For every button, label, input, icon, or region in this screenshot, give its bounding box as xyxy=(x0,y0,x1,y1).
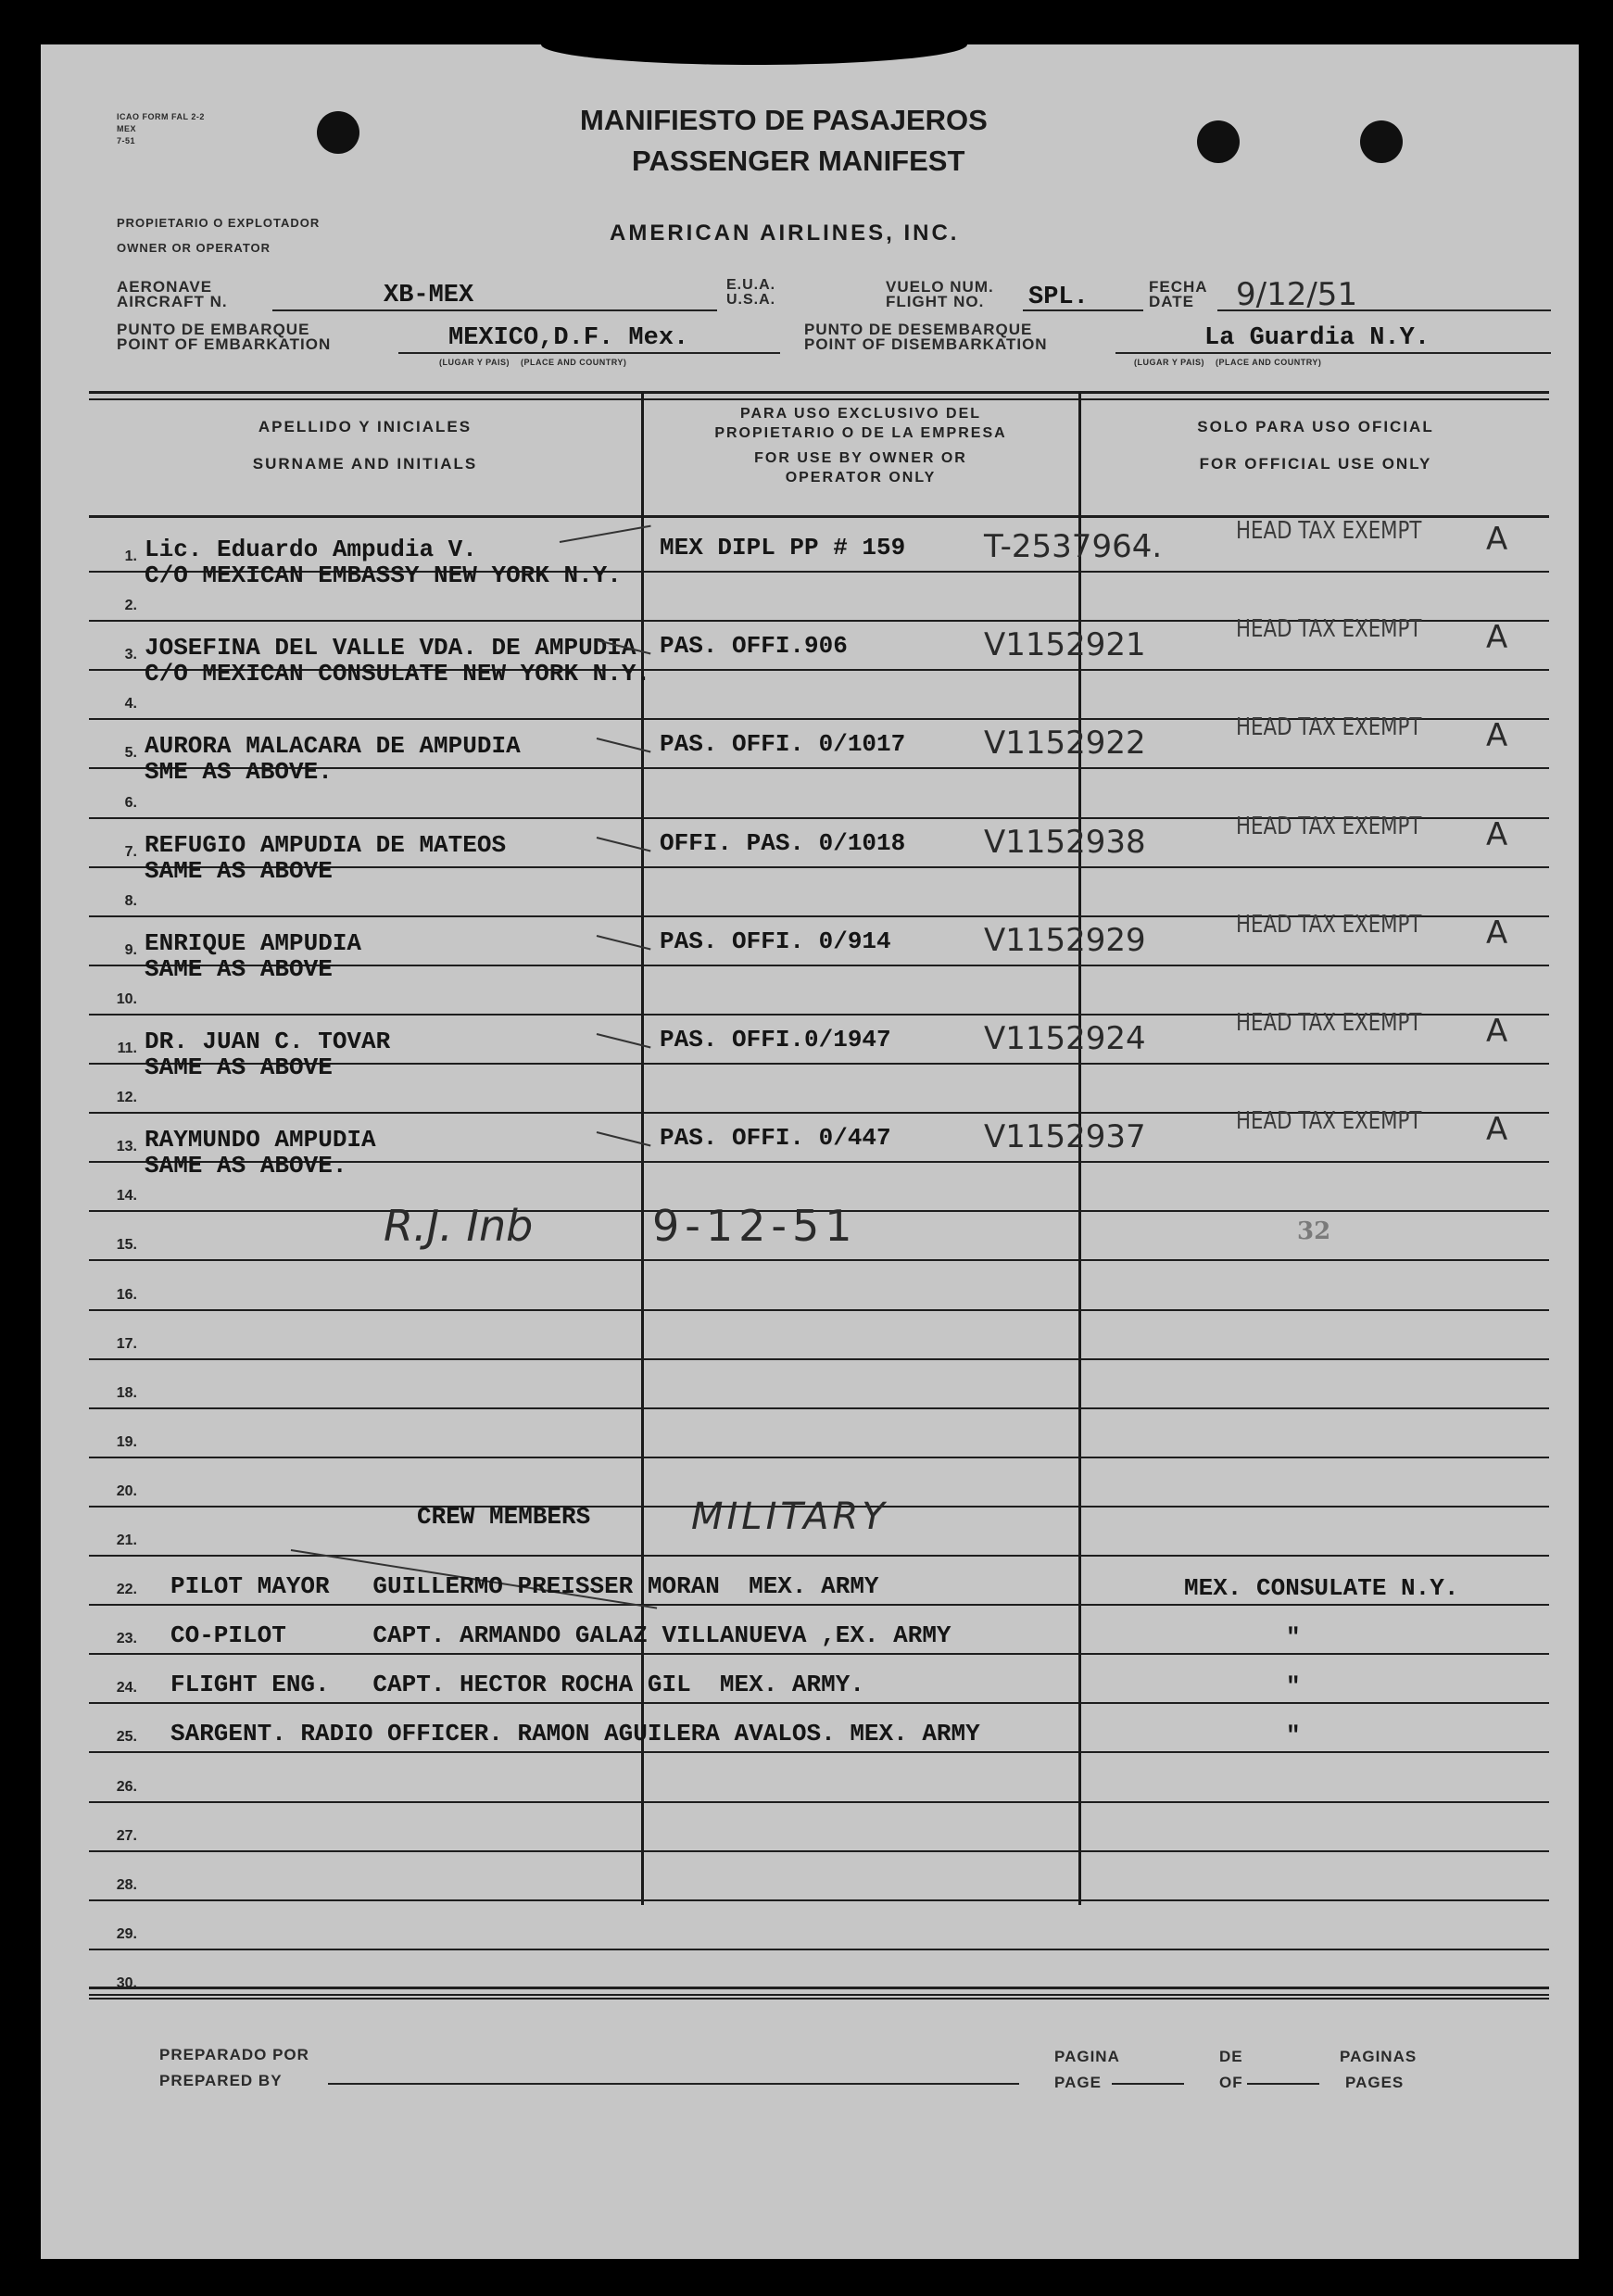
row-line xyxy=(89,1899,1549,1901)
crew-official-note: " xyxy=(1286,1672,1301,1700)
disembark-value: La Guardia N.Y. xyxy=(1204,324,1430,352)
disembark-sub: (LUGAR Y PAIS) (PLACE AND COUNTRY) xyxy=(1134,358,1322,367)
row-number: 8. xyxy=(124,893,137,909)
stamp-circled-mark: A xyxy=(1486,816,1508,853)
aircraft-underline xyxy=(272,309,717,311)
row-number: 13. xyxy=(116,1139,137,1154)
row-number: 27. xyxy=(116,1828,137,1844)
row-number: 7. xyxy=(124,844,137,860)
row-number: 18. xyxy=(116,1385,137,1401)
form-code: ICAO FORM FAL 2-2 MEX 7-51 xyxy=(117,112,205,145)
row-number: 28. xyxy=(116,1877,137,1893)
passenger-visa-number: V1152929 xyxy=(984,922,1146,959)
stamp-circled-mark: A xyxy=(1486,1013,1508,1050)
eua-label: E.U.A. U.S.A. xyxy=(726,277,776,308)
row-number: 24. xyxy=(116,1680,137,1696)
passenger-address: C/O MEXICAN EMBASSY NEW YORK N.Y. xyxy=(145,561,622,589)
row-line xyxy=(89,1407,1549,1409)
row-number: 25. xyxy=(116,1729,137,1745)
crew-official-note: " xyxy=(1286,1623,1301,1651)
passenger-document: PAS. OFFI. 0/1017 xyxy=(660,730,906,758)
row-line xyxy=(89,1801,1549,1803)
row-number: 22. xyxy=(116,1582,137,1597)
flight-value: SPL. xyxy=(1028,284,1089,311)
title-es: MANIFIESTO DE PASAJEROS xyxy=(580,104,988,136)
prepared-label: PREPARADO POR PREPARED BY xyxy=(159,2046,309,2089)
row-number: 5. xyxy=(124,745,137,761)
passenger-document: PAS. OFFI.0/1947 xyxy=(660,1026,891,1053)
head-tax-exempt-stamp: HEAD TAX EXEMPT xyxy=(1236,813,1422,840)
of-label: DE OF xyxy=(1219,2048,1243,2091)
row-number: 15. xyxy=(116,1237,137,1253)
row-number: 1. xyxy=(124,549,137,564)
date-label: FECHA DATE xyxy=(1149,278,1208,310)
crew-heading: CREW MEMBERS xyxy=(417,1503,591,1531)
table-top-line-2 xyxy=(89,398,1549,400)
disembark-underline xyxy=(1115,352,1551,354)
crew-member: PILOT MAYOR GUILLERMO PREISSER MORAN MEX. ARMY xyxy=(170,1572,879,1600)
passenger-name: Lic. Eduardo Ampudia V. xyxy=(145,536,477,563)
row-number: 26. xyxy=(116,1779,137,1795)
passenger-document: PAS. OFFI. 0/447 xyxy=(660,1124,891,1152)
of-underline xyxy=(1247,2083,1319,2085)
passenger-visa-number: V1152937 xyxy=(984,1118,1146,1155)
row-line xyxy=(89,1949,1549,1950)
aircraft-value: XB-MEX xyxy=(384,282,474,309)
passenger-name: DR. JUAN C. TOVAR xyxy=(145,1028,391,1055)
stamp-circled-mark: A xyxy=(1486,1111,1508,1148)
row-number: 21. xyxy=(116,1533,137,1548)
title-en: PASSENGER MANIFEST xyxy=(632,145,965,177)
passenger-visa-number: V1152924 xyxy=(984,1020,1146,1057)
punch-hole-right-1 xyxy=(1197,120,1240,163)
row-number: 23. xyxy=(116,1631,137,1646)
disembark-label: PUNTO DE DESEMBARQUE POINT OF DISEMBARKATION xyxy=(804,321,1048,353)
passenger-name: AURORA MALACARA DE AMPUDIA xyxy=(145,732,521,760)
check-mark xyxy=(560,525,651,543)
row-line xyxy=(89,1457,1549,1458)
row-number: 9. xyxy=(124,942,137,958)
prepared-underline xyxy=(328,2083,1019,2085)
row-line xyxy=(89,1309,1549,1311)
row-number: 16. xyxy=(116,1287,137,1303)
passenger-address: SAME AS ABOVE xyxy=(145,955,333,983)
crew-member: FLIGHT ENG. CAPT. HECTOR ROCHA GIL MEX. ARMY. xyxy=(170,1671,864,1698)
crew-official-note: MEX. CONSULATE N.Y. xyxy=(1184,1574,1459,1602)
punch-hole-right-2 xyxy=(1360,120,1403,163)
row-number: 4. xyxy=(124,696,137,712)
stamp-circled-mark: A xyxy=(1486,915,1508,952)
owner-label: PROPIETARIO O EXPLOTADOR OWNER OR OPERATOR xyxy=(117,216,321,255)
passenger-document: MEX DIPL PP # 159 xyxy=(660,534,906,561)
row-line xyxy=(89,1259,1549,1261)
passenger-address: SAME AS ABOVE xyxy=(145,1053,333,1081)
embark-sub: (LUGAR Y PAIS) (PLACE AND COUNTRY) xyxy=(439,358,627,367)
col-header-owner-use: PARA USO EXCLUSIVO DEL PROPIETARIO O DE LA EMPRESA FOR USE BY OWNER OR OPERATOR ONLY xyxy=(714,406,1007,486)
crew-member: CO-PILOT CAPT. ARMANDO GALAZ VILLANUEVA ,EX. ARMY xyxy=(170,1621,951,1649)
stamp-circled-mark: A xyxy=(1486,717,1508,754)
row-number: 14. xyxy=(116,1188,137,1204)
torn-edge xyxy=(541,44,967,65)
row-number: 10. xyxy=(116,991,137,1007)
passenger-name: RAYMUNDO AMPUDIA xyxy=(145,1126,376,1154)
row-number: 6. xyxy=(124,795,137,811)
passenger-name: ENRIQUE AMPUDIA xyxy=(145,929,362,957)
embark-label: PUNTO DE EMBARQUE POINT OF EMBARKATION xyxy=(117,321,332,353)
row-number: 12. xyxy=(116,1090,137,1105)
owner-value: AMERICAN AIRLINES, INC. xyxy=(610,221,960,246)
page-number-stamp: 32 xyxy=(1297,1217,1331,1245)
head-tax-exempt-stamp: HEAD TAX EXEMPT xyxy=(1236,1107,1422,1135)
crew-member: SARGENT. RADIO OFFICER. RAMON AGUILERA AVALOS. MEX. ARMY xyxy=(170,1720,980,1747)
head-tax-exempt-stamp: HEAD TAX EXEMPT xyxy=(1236,517,1422,545)
passenger-document: PAS. OFFI.906 xyxy=(660,632,848,660)
embark-value: MEXICO,D.F. Mex. xyxy=(448,324,689,352)
passenger-visa-number: T-2537964. xyxy=(984,528,1163,565)
table-bottom-line-1 xyxy=(89,1987,1549,1989)
stamp-circled-mark: A xyxy=(1486,521,1508,558)
passenger-document: PAS. OFFI. 0/914 xyxy=(660,927,891,955)
pages-label: PAGINAS PAGES xyxy=(1340,2048,1418,2091)
page-label: PAGINA PAGE xyxy=(1054,2048,1120,2091)
row-number: 19. xyxy=(116,1434,137,1450)
manifest-sheet xyxy=(41,44,1579,2259)
passenger-visa-number: V1152938 xyxy=(984,824,1146,861)
row-number: 17. xyxy=(116,1336,137,1352)
handwritten-initials: R.J. Inb xyxy=(384,1201,534,1251)
passenger-address: SAME AS ABOVE. xyxy=(145,1152,347,1180)
row-number: 2. xyxy=(124,598,137,613)
table-bottom-line-2 xyxy=(89,1994,1549,1996)
row-number: 11. xyxy=(117,1041,137,1056)
row-line xyxy=(89,1653,1549,1655)
passenger-document: OFFI. PAS. 0/1018 xyxy=(660,829,906,857)
date-value: 9/12/51 xyxy=(1236,276,1358,313)
page-underline xyxy=(1112,2083,1184,2085)
passenger-visa-number: V1152922 xyxy=(984,725,1146,762)
handwritten-date: 9-12-51 xyxy=(652,1201,858,1251)
row-line xyxy=(89,1751,1549,1753)
flight-label: VUELO NUM. FLIGHT NO. xyxy=(886,278,994,310)
head-tax-exempt-stamp: HEAD TAX EXEMPT xyxy=(1236,1009,1422,1037)
head-tax-exempt-stamp: HEAD TAX EXEMPT xyxy=(1236,615,1422,643)
table-top-line-1 xyxy=(89,391,1549,394)
passenger-name: REFUGIO AMPUDIA DE MATEOS xyxy=(145,831,507,859)
col-header-official-use: SOLO PARA USO OFICIAL FOR OFFICIAL USE ONLY xyxy=(1197,418,1434,473)
row-line xyxy=(89,1702,1549,1704)
punch-hole-left xyxy=(317,111,359,154)
row-number: 3. xyxy=(124,647,137,662)
aircraft-label: AERONAVE AIRCRAFT N. xyxy=(117,278,228,310)
passenger-address: SME AS ABOVE. xyxy=(145,758,333,786)
head-tax-exempt-stamp: HEAD TAX EXEMPT xyxy=(1236,713,1422,741)
row-number: 29. xyxy=(116,1926,137,1942)
row-line xyxy=(89,1850,1549,1852)
crew-official-note: " xyxy=(1286,1722,1301,1749)
handwritten-military: MILITARY xyxy=(691,1495,888,1538)
passenger-address: C/O MEXICAN CONSULATE NEW YORK N.Y. xyxy=(145,660,651,688)
passenger-visa-number: V1152921 xyxy=(984,626,1146,663)
row-line xyxy=(89,1604,1549,1606)
row-line xyxy=(89,1555,1549,1557)
passenger-address: SAME AS ABOVE xyxy=(145,857,333,885)
head-tax-exempt-stamp: HEAD TAX EXEMPT xyxy=(1236,911,1422,939)
stamp-circled-mark: A xyxy=(1486,619,1508,656)
row-number: 20. xyxy=(116,1483,137,1499)
row-line xyxy=(89,1358,1549,1360)
col-header-surname: APELLIDO Y INICIALES SURNAME AND INITIALS xyxy=(252,418,478,473)
row-line xyxy=(89,1998,1549,2000)
passenger-name: JOSEFINA DEL VALLE VDA. DE AMPUDIA xyxy=(145,634,636,662)
row-number: 30. xyxy=(116,1975,137,1991)
embark-underline xyxy=(398,352,780,354)
